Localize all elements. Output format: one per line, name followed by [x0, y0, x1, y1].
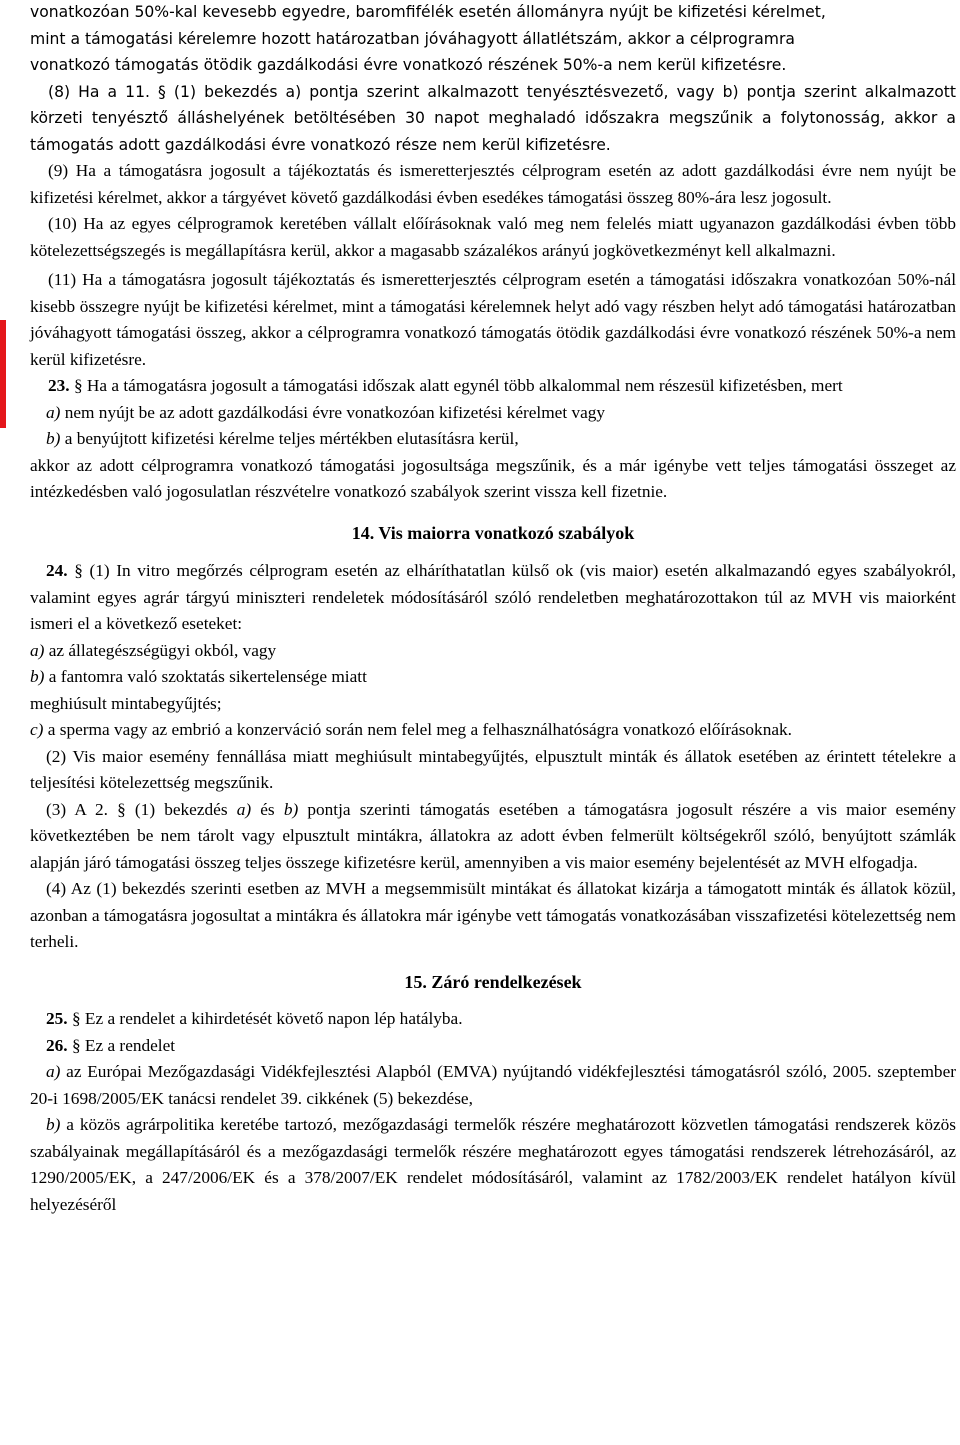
section-23-tail: akkor az adott célprogramra vonatkozó támogatási jogosultsága megszűnik, és a már igénybe vett teljes támogatási összeget az intézkedésben való jogosulatlan részvételre vonatkozó szabályok szerint vissza kell fizetnie.	[30, 455, 956, 501]
section-24-point-a	[30, 638, 956, 665]
paragraph-11: (11) Ha a támogatásra jogosult tájékoztatás és ismeretterjesztés célprogram esetén a támogatási időszakra vonatkozóan 50%-nál kisebb összegre nyújt be kifizetési kérelmet, mint a támogatási kérelemnek helyt adó vagy részben helyt adó támogatási határozatban jóváhagyott támogatási összeg, akkor a célprogramra vonatkozó támogatás ötödik gazdálkodási évre vonatkozó részének 50%-a nem kerül kifizetésre.	[30, 270, 956, 369]
point-label: a)	[46, 402, 61, 422]
section-26	[30, 1033, 956, 1060]
para-text: pontja szerinti támogatás esetében a támogatásra jogosult részére a vis maior esemény következtében be nem tárolt vagy elpusztult mintákra, állatokra az adott évben felmerült költségekről szóló, benyújtott számlák alapján járó támogatási összeg teljes összege kifizetésre kerül, amennyiben a vis maior esemény bejelentését az MVH elfogadja.	[30, 799, 956, 872]
point-label: a)	[30, 640, 45, 660]
para-text: (3) A 2. § (1) bekezdés	[46, 799, 237, 819]
section-24-para-4: (4) Az (1) bekezdés szerinti esetben az MVH a megsemmisült mintákat és állatokat kizárja a támogatott minták és állatok közül, azonban a támogatásra jogosultat a mintákra és állatokra már igénybe vett támogatás vonatkozásában visszafizetési kötelezettség nem terheli.	[30, 879, 956, 951]
section-24-para-3	[30, 797, 956, 877]
section-26-point-b	[30, 1112, 956, 1218]
section-23-point-b	[30, 426, 956, 453]
section-24-para-1	[30, 558, 956, 638]
point-label: b)	[30, 667, 45, 686]
document-page	[30, 0, 956, 1218]
point-text: az állategészségügyi okból, vagy	[44, 640, 277, 660]
point-label: c)	[30, 720, 44, 739]
section-24-point-b-cont: meghiúsult mintabegyűjtés;	[30, 693, 222, 713]
point-text: a benyújtott kifizetési kérelme teljes mértékben elutasításra kerül,	[60, 429, 519, 448]
section-25-text: Ez a rendelet a kihirdetését követő napon lép hatályba.	[80, 1009, 463, 1028]
section-number: 24.	[46, 561, 68, 580]
section-26-text: Ez a rendelet	[80, 1035, 176, 1055]
point-text: az Európai Mezőgazdasági Vidékfejlesztési Alapból (EMVA) nyújtandó vidékfejlesztési támogatásról szóló, 2005. szeptember 20-i 1698/2005/EK tanácsi rendelet 39. cikkének (5) bekezdése,	[30, 1062, 956, 1108]
intro-paragraph	[30, 0, 956, 79]
section-23	[30, 373, 956, 400]
point-text: a sperma vagy az embrió a konzerváció során nem felel meg a felhasználhatóságra vonatkozó előírásoknak.	[43, 720, 792, 739]
point-text: nem nyújt be az adott gazdálkodási évre vonatkozóan kifizetési kérelmet vagy	[60, 402, 606, 422]
intro-line-3: vonatkozó támogatás ötödik gazdálkodási évre vonatkozó részének 50%-a nem kerül kifizetésre.	[30, 56, 787, 74]
section-sign: §	[71, 1035, 81, 1055]
section-sign: §	[73, 376, 83, 395]
point-label: a)	[46, 1062, 61, 1081]
section-24-text: (1) In vitro megőrzés célprogram esetén az elháríthatatlan külső ok (vis maior) esetén alkalmazandó egyes szabályokról, valamint egyes agrár tárgyú miniszteri rendeletek módosításáról szóló rendeletben meghatározottakon túl az MVH vis maiorként ismeri el a következő eseteket:	[30, 561, 956, 633]
section-sign: §	[71, 1009, 81, 1028]
section-26-point-a	[30, 1059, 956, 1112]
heading-14: 14. Vis maiorra vonatkozó szabályok	[351, 522, 635, 543]
section-24-point-b	[30, 664, 956, 691]
section-number: 23.	[48, 376, 70, 395]
paragraph-10: (10) Ha az egyes célprogramok keretében vállalt előírásoknak való meg nem felelés miatt ugyanazon gazdálkodási évben több kötelezettségszegés is megállapításra kerül, akkor a magasabb százalékos arányú jogkövetkezményt kell alkalmazni.	[30, 214, 956, 260]
point-text: a fantomra való szoktatás sikertelensége miatt	[44, 667, 367, 686]
point-label: b)	[46, 429, 61, 448]
paragraph-8: (8) Ha a 11. § (1) bekezdés a) pontja szerint alkalmazott tenyésztésvezető, vagy b) pontja szerint alkalmazott körzeti tenyésztő álláshelyének betöltésében 30 napot meghaladó időszakra megszűnik a folytonosság, akkor a támogatás adott gazdálkodási évre vonatkozó része nem kerül kifizetésre.	[30, 82, 956, 154]
intro-line-1: vonatkozóan 50%-kal kevesebb egyedre, baromfifélék esetén állományra nyújt be kifizetési kérelmet,	[30, 3, 826, 21]
section-number: 26.	[46, 1035, 68, 1055]
section-24-point-c	[30, 717, 956, 744]
point-label: b)	[283, 799, 299, 819]
section-23-text: Ha a támogatásra jogosult a támogatási időszak alatt egynél több alkalommal nem részesül kifizetésben, mert	[82, 376, 843, 395]
section-number: 25.	[46, 1009, 68, 1028]
section-24-para-2: (2) Vis maior esemény fennállása miatt meghiúsult mintabegyűjtés, elpusztult minták és állatok esetében az érintett tételekre a teljesítési kötelezettség megszűnik.	[30, 746, 956, 792]
point-label: b)	[46, 1115, 61, 1134]
section-25	[30, 1006, 956, 1033]
change-marker-bar	[0, 320, 6, 428]
section-sign: §	[74, 561, 83, 580]
paragraph-9: (9) Ha a támogatásra jogosult a tájékoztatás és ismeretterjesztés célprogram esetén az adott gazdálkodási évre nem nyújt be kifizetési kérelmet, akkor a tárgyévet követő gazdálkodási évben esedékes támogatási összeg 80%-ára lesz jogosult.	[30, 161, 956, 207]
point-text: a közös agrárpolitika keretébe tartozó, mezőgazdasági termelők részére meghatározott közvetlen támogatási rendszerek közös szabályainak megállapításáról és a mezőgazdasági termelők részére meghatározott egyes támogatási rendszerek létrehozásáról, az 1290/2005/EK, a 247/2006/EK és a 378/2007/EK rendelet módosításáról, valamint az 1782/2003/EK rendelet hatályon kívül helyezéséről	[30, 1115, 956, 1214]
point-label: a)	[236, 799, 252, 819]
section-23-point-a	[30, 400, 956, 427]
para-text: és	[251, 799, 284, 819]
heading-15: 15. Záró rendelkezések	[404, 971, 582, 992]
intro-line-2: mint a támogatási kérelemre hozott határozatban jóváhagyott állatlétszám, akkor a célprogramra	[30, 29, 795, 48]
